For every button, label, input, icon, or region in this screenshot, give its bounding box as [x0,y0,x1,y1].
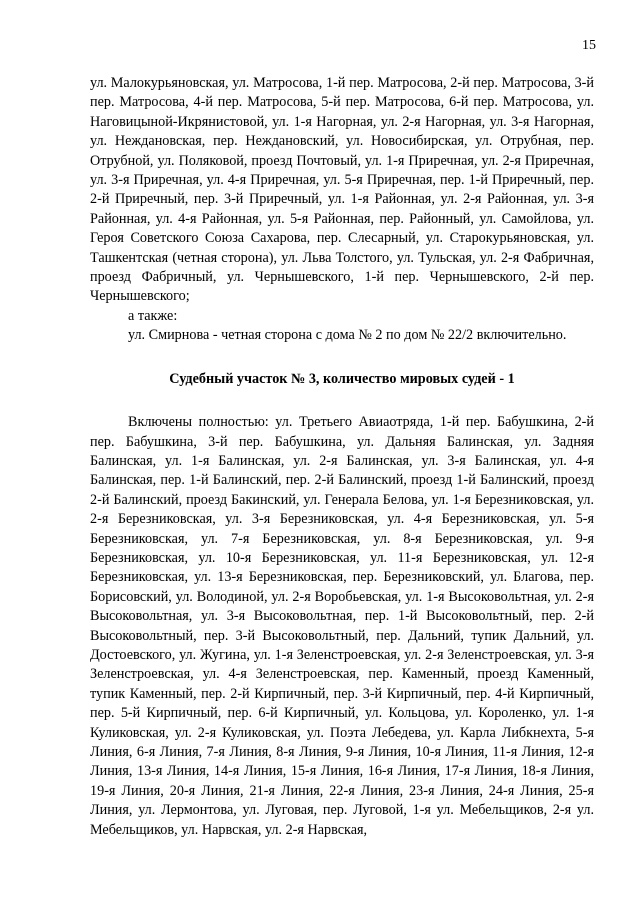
section-heading: Судебный участок № 3, количество мировых судей - 1 [169,370,515,387]
page-number: 15 [582,38,596,53]
section-body-paragraph: Включены полностью: ул. Третьего Авиаотряда, 1-й пер. Бабушкина, 2-й пер. Бабушкина, 3-й пер. Бабушкина, ул. Дальняя Балинская, ул. Задняя Балинская, ул. 1-я Балинская, ул. 2-я Балинская, ул. 3-я Балинская, ул. 4-я Балинская, пер. 1-й Балинский, пер. 2-й Балинский, проезд 1-й Балинский, проезд 2-й Балинский, проезд Бакинский, ул. Генерала Белова, ул. 1-я Березниковская, ул. 2-я Березниковская, ул. 3-я Березниковская, ул. 4-я Березниковская, ул. 5-я Березниковская, ул. 7-я Березниковская, ул. 8-я Березниковская, ул. 9-я Березниковская, ул. 10-я Березниковская, ул. 11-я Березниковская, ул. 12-я Березниковская, ул. 13-я Березниковская, пер. Березниковский, ул. Благова, пер. Борисовский, ул. Володиной, ул. 2-я Воробьевская, ул. 1-я Высоковольтная, ул. 2-я Высоковольтная, ул. 3-я Высоковольтная, пер. 1-й Высоковольтный, пер. 2-й Высоковольтный, пер. 3-й Высоковольтный, пер. Дальний, тупик Дальний, ул. Достоевского, ул. Жугина, ул. 1-я Зеленстроевская, ул. 2-я Зеленстроевская, ул. 3-я Зеленстроевская, ул. 4-я Зеленстроевская, пер. Каменный, проезд Каменный, тупик Каменный, пер. 2-й Кирпичный, пер. 3-й Кирпичный, пер. 4-й Кирпичный, пер. 5-й Кирпичный, пер. 6-й Кирпичный, ул. Кольцова, ул. Короленко, ул. 1-я Куликовская, ул. 2-я Куликовская, ул. Поэта Лебедева, ул. Карла Либкнехта, 5-я Линия, 6-я Линия, 7-я Линия, 8-я Линия, 9-я Линия, 10-я Линия, 11-я Линия, 12-я Линия, 13-я Линия, 14-я Линия, 15-я Линия, 16-я Линия, 17-я Линия, 18-я Линия, 19-я Линия, 20-я Линия, 21-я Линия, 22-я Линия, 23-я Линия, 24-я Линия, 25-я Линия, ул. Лермонтова, ул. Луговая, пер. Луговой, 1-я ул. Мебельщиков, 2-я ул. Мебельщиков, ул. Нарвская, ул. 2-я Нарвская, [90,414,594,838]
street-list-paragraph: ул. Малокурьяновская, ул. Матросова, 1-й пер. Матросова, 2-й пер. Матросова, 3-й пер. Матросова, 4-й пер. Матросова, 5-й пер. Матросова, 6-й пер. Матросова, ул. Наговицыной-Икрянистовой, ул. 1-я Нагорная, ул. 2-я Нагорная, ул. 3-я Нагорная, ул. Неждановская, пер. Неждановский, ул. Новосибирская, ул. Отрубная, пер. Отрубной, ул. Поляковой, проезд Почтовый, ул. 1-я Приречная, ул. 2-я Приречная, ул. 3-я Приречная, ул. 4-я Приречная, ул. 5-я Приречная, пер. 1-й Приречный, пер. 2-й Приречный, пер. 3-й Приречный, ул. 1-я Районная, ул. 2-я Районная, ул. 3-я Районная, ул. 4-я Районная, ул. 5-я Районная, пер. Районный, ул. Самойлова, ул. Героя Советского Союза Сахарова, пер. Слесарный, ул. Старокурьяновская, ул. Ташкентская (четная сторона), ул. Льва Толстого, ул. Тульская, ул. 2-я Фабричная, проезд Фабричный, ул. Чернышевского, 1-й пер. Чернышевского, 2-й пер. Чернышевского; [90,75,594,305]
also-paragraph: ул. Смирнова - четная сторона с дома № 2 по дом № 22/2 включительно. [128,327,567,344]
page-content [90,74,594,840]
also-label: а также: [128,307,178,324]
